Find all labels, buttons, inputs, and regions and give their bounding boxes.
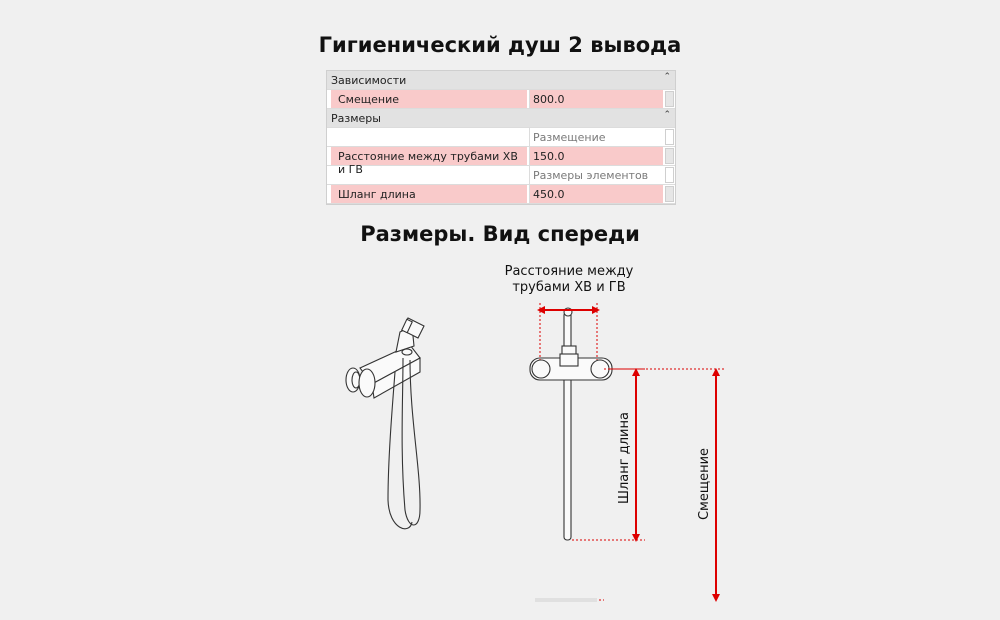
section-title: Размеры. Вид спереди [360, 222, 640, 246]
hose-length-dimension [572, 369, 645, 540]
property-value[interactable]: 450.0 [529, 185, 663, 203]
page-title: Гигиенический душ 2 вывода [318, 33, 682, 57]
property-subheader-label: Размеры элементов [529, 166, 663, 184]
group-label: Зависимости [331, 74, 407, 87]
property-name: Смещение [331, 90, 527, 108]
hose-length-label: Шланг длина [617, 412, 632, 504]
property-value[interactable]: 800.0 [529, 90, 663, 108]
front-view-mixer [530, 308, 612, 540]
offset-label: Смещение [697, 447, 712, 521]
pipe-distance-label-line1: Расстояние между [504, 264, 634, 279]
pipe-distance-label-line2: трубами ХВ и ГВ [512, 280, 626, 295]
floor-line [535, 598, 597, 602]
property-name: Расстояние между трубами ХВ и ГВ [331, 147, 527, 165]
group-label: Размеры [331, 112, 381, 125]
isometric-mixer-drawing [346, 318, 424, 529]
collapse-icon[interactable]: ⌃ [663, 110, 671, 120]
collapse-icon[interactable]: ⌃ [663, 72, 671, 82]
property-name: Шланг длина [331, 185, 527, 203]
property-value[interactable]: 150.0 [529, 147, 663, 165]
property-subheader-label: Размещение [529, 128, 663, 146]
